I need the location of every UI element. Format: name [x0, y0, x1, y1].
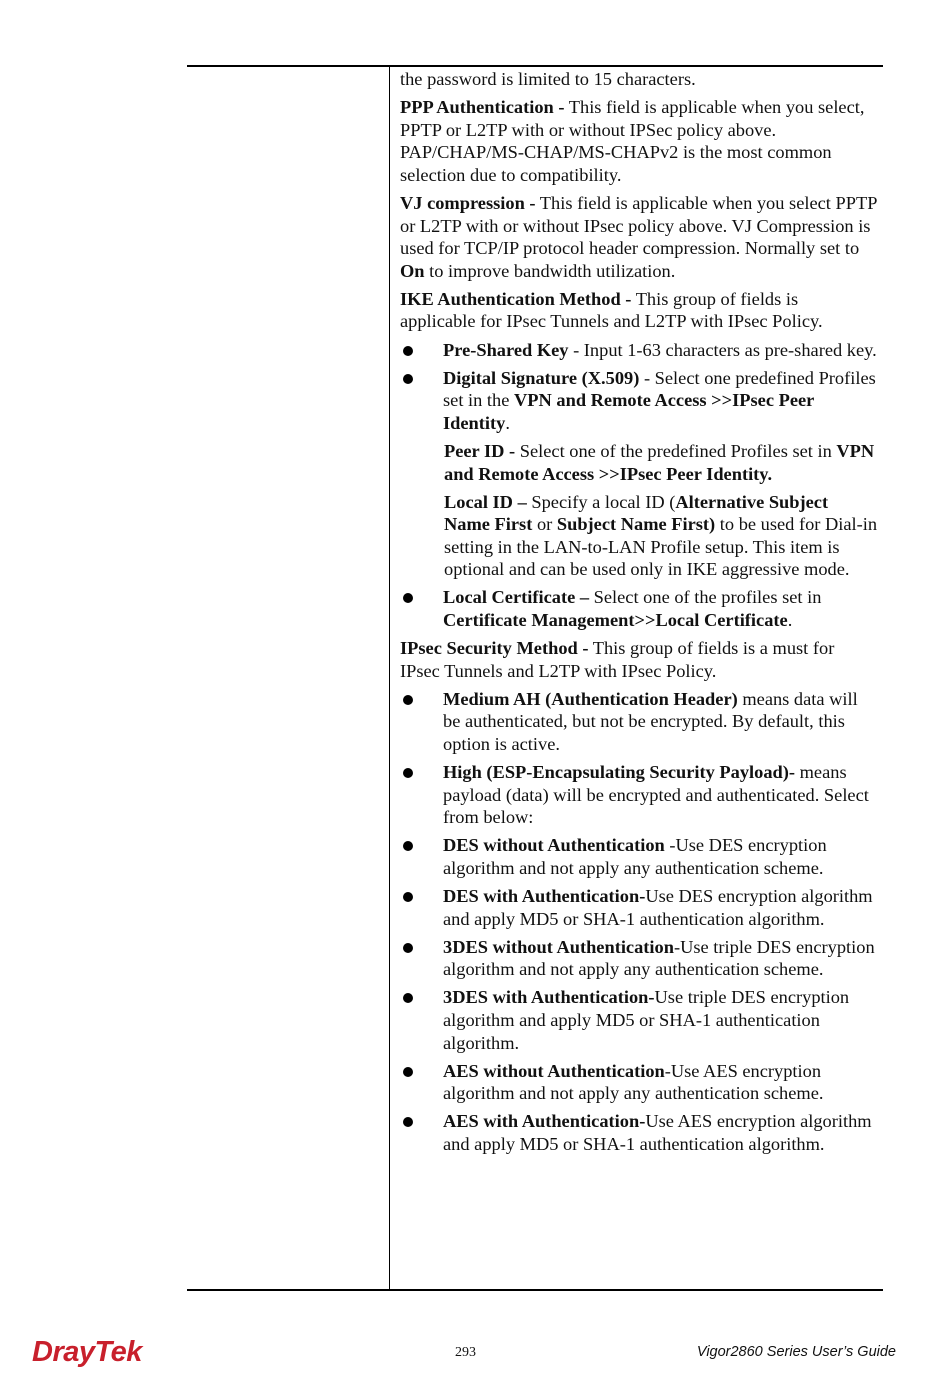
- bullet-icon: [403, 943, 413, 953]
- local-certificate-item: [400, 586, 878, 631]
- vj-label: VJ compression -: [400, 192, 536, 213]
- table-bottom-rule: [187, 1289, 883, 1291]
- method-item: [400, 688, 878, 756]
- page-number: 293: [455, 1345, 476, 1360]
- localid-text-2: or: [532, 514, 557, 535]
- method-item: [400, 761, 878, 829]
- localid-bold-1: Alternative Subject Name First: [444, 491, 829, 535]
- method-text: Use DES encryption algorithm and apply MD5 or SHA-1 authentication algorithm.: [443, 886, 873, 929]
- bullet-icon: [403, 841, 413, 851]
- bullet-icon: [403, 768, 413, 778]
- bullet-icon: [403, 892, 413, 902]
- method-text: means payload (data) will be encrypted and authenticated. Select from below:: [443, 762, 869, 828]
- digsig-end: .: [505, 412, 510, 433]
- method-label: DES with Authentication-: [443, 886, 646, 907]
- peerid-text: Select one of the predefined Profiles set in: [515, 440, 837, 461]
- method-label: Medium AH (Authentication Header): [443, 688, 738, 709]
- psk-label: Pre-Shared Key: [443, 339, 569, 360]
- method-text: means data will be authenticated, but not be encrypted. By default, this option is active.: [443, 688, 858, 755]
- ike-method-paragraph: [400, 288, 878, 333]
- bullet-icon: [403, 374, 413, 384]
- vj-text-1: This field is applicable when you select PPTP or L2TP with or without IPsec policy above. VJ Compression is used for TCP/IP protocol header compression. Normally set to: [400, 192, 877, 259]
- method-text: Use triple DES encryption algorithm and apply MD5 or SHA-1 authentication algorithm.: [443, 987, 850, 1053]
- method-text: -Use DES encryption algorithm and not apply any authentication scheme.: [443, 835, 827, 878]
- method-label: AES with Authentication-: [443, 1111, 646, 1132]
- method-text: -Use AES encryption algorithm and not apply any authentication scheme.: [443, 1060, 824, 1104]
- ppp-text: This field is applicable when you select, PPTP or L2TP with or without IPSec policy above. PAP/CHAP/MS-CHAP/MS-CHAPv2 is the most common selection due to compatibility.: [400, 97, 865, 185]
- digsig-label: Digital Signature (X.509): [443, 367, 640, 388]
- localid-bold-2: Subject Name First): [556, 514, 716, 535]
- method-label: High (ESP-Encapsulating Security Payload)-: [443, 762, 796, 783]
- bullet-icon: [403, 346, 413, 356]
- vj-on: On: [400, 260, 425, 281]
- guide-title: Vigor2860 Series User’s Guide: [696, 1344, 896, 1360]
- psk-text: - Input 1-63 characters as pre-shared key.: [568, 339, 877, 360]
- localid-text-1: Specify a local ID (: [526, 491, 676, 512]
- method-item: [400, 834, 878, 879]
- bullet-icon: [403, 1117, 413, 1127]
- ppp-authentication-paragraph: [400, 96, 878, 186]
- peerid-label: Peer ID -: [444, 440, 516, 461]
- localcert-end: .: [787, 610, 793, 631]
- table-top-rule: [187, 65, 883, 67]
- method-item: [400, 986, 878, 1054]
- pre-shared-key-item: [400, 339, 878, 362]
- vj-compression-paragraph: [400, 192, 878, 282]
- bullet-icon: [403, 593, 413, 603]
- bullet-icon: [403, 695, 413, 705]
- digsig-text: - Select one predefined Profiles set in the: [443, 367, 876, 411]
- ipsec-label: IPsec Security Method -: [400, 638, 589, 659]
- method-item: [400, 885, 878, 930]
- localcert-text: Select one of the profiles set in: [589, 587, 822, 608]
- ike-label: IKE Authentication Method -: [400, 288, 632, 309]
- peerid-path: VPN and Remote Access >>IPsec Peer Identity.: [444, 440, 875, 484]
- method-label: DES without Authentication: [443, 835, 665, 856]
- intro-line: the password is limited to 15 characters.: [400, 69, 696, 89]
- method-label: AES without Authentication: [443, 1060, 665, 1081]
- description-cell: [400, 68, 878, 1161]
- method-label: 3DES without Authentication: [443, 936, 674, 957]
- vj-text-2: to improve bandwidth utilization.: [424, 260, 676, 281]
- local-id-paragraph: [400, 491, 878, 581]
- method-item: [400, 1110, 878, 1155]
- ipsec-text: This group of fields is a must for IPsec Tunnels and L2TP with IPsec Policy.: [400, 638, 835, 681]
- draytek-logo: DrayTek: [32, 1336, 142, 1368]
- ipsec-method-paragraph: [400, 637, 878, 682]
- ike-text: This group of fields is applicable for IPsec Tunnels and L2TP with IPsec Policy.: [400, 288, 823, 332]
- digital-signature-item: [400, 367, 878, 435]
- digsig-path: VPN and Remote Access >>IPsec Peer Identity: [443, 390, 814, 433]
- bullet-icon: [403, 1067, 413, 1077]
- table-column-divider: [389, 66, 390, 1290]
- bullet-icon: [403, 993, 413, 1003]
- localcert-label: Local Certificate –: [443, 587, 590, 608]
- localid-label: Local ID –: [444, 491, 527, 512]
- method-text: -Use triple DES encryption algorithm and not apply any authentication scheme.: [443, 936, 875, 980]
- localcert-path: Certificate Management>>Local Certificate: [443, 610, 788, 631]
- method-item: [400, 936, 878, 981]
- ppp-label: PPP Authentication -: [400, 97, 565, 118]
- method-text: Use AES encryption algorithm and apply MD5 or SHA-1 authentication algorithm.: [443, 1111, 872, 1155]
- localid-text-3: to be used for Dial-in setting in the LAN-to-LAN Profile setup. This item is optional and can be used only in IKE aggressive mode.: [444, 514, 878, 580]
- method-item: [400, 1060, 878, 1105]
- method-label: 3DES with Authentication-: [443, 987, 655, 1008]
- peer-id-paragraph: [400, 440, 878, 485]
